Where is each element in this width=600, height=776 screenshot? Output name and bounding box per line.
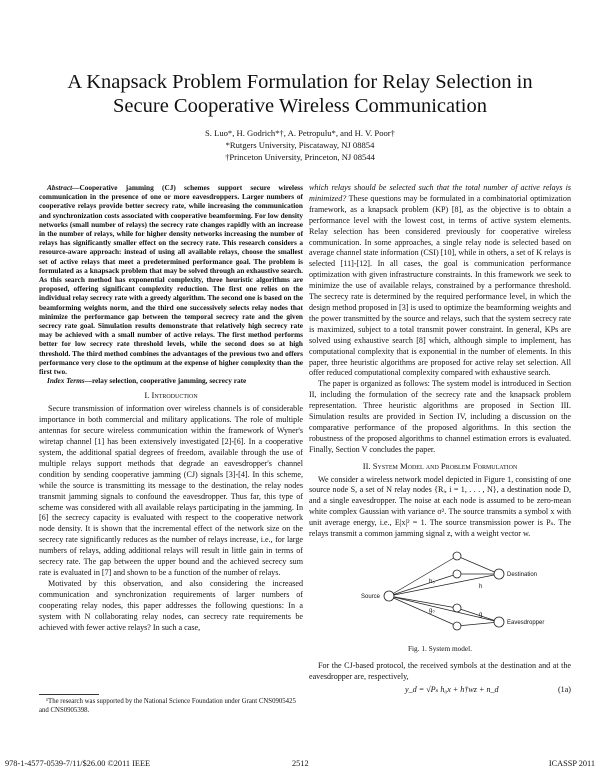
link-relay3-eve xyxy=(457,608,499,622)
equation-number: (1a) xyxy=(557,684,571,694)
title-line-1: A Knapsack Problem Formulation for Relay Selection in xyxy=(67,71,533,93)
system-model-paragraph: We consider a wireless network model depicted in Figure 1, consisting of one source node S, a set of N relay nodes {Rᵢ, i = 1, . . . , N}, a destination node D, and a single eavesdropper. The noise at each node is assumed to be zero-mean white complex Gaussian with variance σ². The source transmits a symbol x with unit average energy, i.e., E|x|² = 1. The source transmission power is Pₛ. The relays transmit a common jamming signal z, with a weight vector w. xyxy=(309,474,571,539)
intro-paragraph-1: Secure transmission of information over wireless channels is of considerable importance in both commercial and military applications. The role of multiple antennas for secure wireless communication within the framework of Wyner's wiretap channel [1] has been extensively investigated [2]-[6]. In a cooperative system, the additional spatial degrees of freedom, available through the use of multiple relays support methods that degrade an eavesdropper's channel condition by sending cooperative jamming (CJ) signals [3]-[4]. In this scheme, while the source is transmitting its message to the destination, the relay nodes transmit jamming signals to confound the eavesdropper. Thus far, this type of scheme was considered with all available relays participating in the jamming. In [6] the secrecy capacity is evaluated with respect to the cooperative network node density. It is shown that the incremental effect of the network size on the secrecy rate significantly reduces as the number of relays increase, i.e., for large numbers of relays, adding additional relays will result in little gain in terms of secrecy rate. The gap between the upper bound and the achieved secrecy sum rate is evaluated in [7] and shown to be a function of the number of relays. xyxy=(39,404,303,577)
intro-paragraph-2-start: Motivated by this observation, and also considering the increased communication and synchronization requirements of larger numbers of cooperating relay nodes, this paper addresses the following questions: In a system with N collaborating relay nodes, can secrecy rate requirements be achieved with fewer active relays? In such a case, xyxy=(39,578,303,632)
relay-node xyxy=(453,552,461,560)
index-terms xyxy=(39,376,303,385)
source-node xyxy=(384,591,394,601)
eavesdropper-node xyxy=(494,617,504,627)
link-relay1-dest xyxy=(457,556,499,574)
g-label: g xyxy=(479,612,483,618)
footer-page-number: 2512 xyxy=(292,759,309,768)
equation-1a xyxy=(309,685,571,699)
g0-label: g₀ xyxy=(429,608,435,614)
link-source-relay4 xyxy=(389,596,457,626)
relay-node xyxy=(453,570,461,578)
footnote: ¹The research was supported by the National Science Foundation under Grant CNS0905425 and CNS0905398. xyxy=(39,698,296,714)
destination-label: Destination xyxy=(507,572,538,578)
link-source-relay3 xyxy=(389,596,457,608)
link-h0 xyxy=(389,574,499,596)
author-block xyxy=(60,127,540,164)
index-terms-lead: Index Terms xyxy=(47,376,85,386)
title-line-2: Secure Cooperative Wireless Communication xyxy=(113,95,487,117)
footer-venue: ICASSP 2011 xyxy=(548,759,595,768)
figure-caption: Fig. 1. System model. xyxy=(407,644,473,653)
system-model-figure xyxy=(309,544,571,642)
h-label: h xyxy=(479,584,483,590)
index-terms-text: —relay selection, cooperative jamming, secrecy rate xyxy=(84,376,247,386)
section-2-heading: II. System Model and Problem Formulation xyxy=(362,460,518,471)
link-relay4-eve xyxy=(457,622,499,626)
intro-paragraph-3: The paper is organized as follows: The system model is introduced in Section II, including the formulation of the secrecy rate and the knapsack problem representation. Three heuristic algorithms are proposed in Section III. Simulation results are provided in Section IV, including a discussion on the comparative performance of the proposed algorithms. In this section the robustness of the proposed algorithms to channel estimation errors is evaluated. Finally, Section V concludes the paper. xyxy=(309,379,571,454)
affiliation-rutgers: *Rutgers University, Piscataway, NJ 08854 xyxy=(225,140,375,151)
source-label: Source xyxy=(361,594,381,600)
paper-title xyxy=(40,70,560,118)
relay-node xyxy=(453,604,461,612)
authors: S. Luo*, H. Godrich*†, A. Petropulu*, and H. V. Poor† xyxy=(205,128,395,138)
intro-question-italic: which relays should be selected such that the total number of active relays is minimized? xyxy=(309,183,571,203)
cj-protocol-paragraph: For the CJ-based protocol, the received symbols at the destination and at the eavesdropper are, respectively, xyxy=(309,660,571,681)
right-column xyxy=(309,183,571,699)
footer-isbn: 978-1-4577-0539-7/11/$26.00 ©2011 IEEE xyxy=(5,759,151,768)
link-source-relay1 xyxy=(389,556,457,596)
intro-paragraph-2-continued xyxy=(309,183,571,379)
section-1-heading: I. Introduction xyxy=(144,390,198,401)
h0-label: h₀ xyxy=(429,579,435,585)
affiliation-princeton: †Princeton University, Princeton, NJ 08544 xyxy=(225,152,375,163)
destination-node xyxy=(494,569,504,579)
intro-paragraph-2-rest: These questions may be formulated in a combinatorial optimization framework, as a knapsack problem (KP) [8], as the objective is to obtain a performance level with the lowest cost, in terms of active system elements. Relay selection has been considered previously for cooperative wireless communication. In some approaches, a single relay node is selected based on average channel state information (CSI) [10], while in others, a set of K relays is selected [11]-[12]. In all cases, the goal is communication performance optimization with given infrastructure constraints. In this framework we seek to minimize the use of available relays, constrained by a performance threshold. The secrecy rate is determined by the required performance level, in which the design method proposed in [3] is used to optimize the beamforming weights and the power transmitted by the source and relays, such that the system secrecy rate is maximized, subject to a total transmit power constraint. In general, KPs are solved using exhaustive search [8] which, although simple to implement, has computational complexity that is exponential in the number of elements. In this paper, three heuristic algorithms are proposed for active relay set selection. All offer reduced computational complexity compared with exhaustive search. xyxy=(309,193,571,378)
abstract-text: —Cooperative jamming (CJ) schemes support secure wireless communication in the presence of one or more eavesdroppers. Larger numbers of cooperative relays provide better secrecy rate, while increasing the communication and synchronization costs associated with cooperative beamforming. For low density networks (small number of relays) the secrecy rate changes rapidly with an increase in the number of relays, while for higher density networks increasing the number of relays has significantly smaller effect on the secrecy rate. This research considers a resource-aware approach: instead of using all available relays, choose the smallest set of active relays that meet a predetermined performance goal. The problem is formulated as a knapsack problem that may be solved through an exhaustive search. As this search method has exponential complexity, three heuristic algorithms are proposed, offering significant complexity reduction. The first one relies on the individual relay secrecy rate with a greedy algorithm. The second one is based on the beamforming weights norm, and the third one successively selects relay nodes that minimize the performance gap between the temporal secrecy rate and the given secrecy rate goal. Simulation results demonstrate that relatively high secrecy rate may be achieved with a small number of active relays. The first method performs better for low secrecy rate threshold levels, while the second does so at high threshold. The third method combines the advantages of the previous two and offers performance very close to the optimum at the expense of higher complexity than the first two. xyxy=(39,183,303,377)
relay-node xyxy=(453,622,461,630)
link-source-relay2 xyxy=(389,574,457,596)
abstract-lead: Abstract xyxy=(47,183,73,192)
eavesdropper-label: Eavesdropper xyxy=(507,620,545,626)
equation-body: y_d = √Pₛ h₀x + h†wz + n_d xyxy=(405,684,499,694)
link-g0 xyxy=(389,596,499,622)
left-column xyxy=(39,183,303,633)
abstract xyxy=(39,183,303,376)
footnote-rule xyxy=(39,694,99,695)
